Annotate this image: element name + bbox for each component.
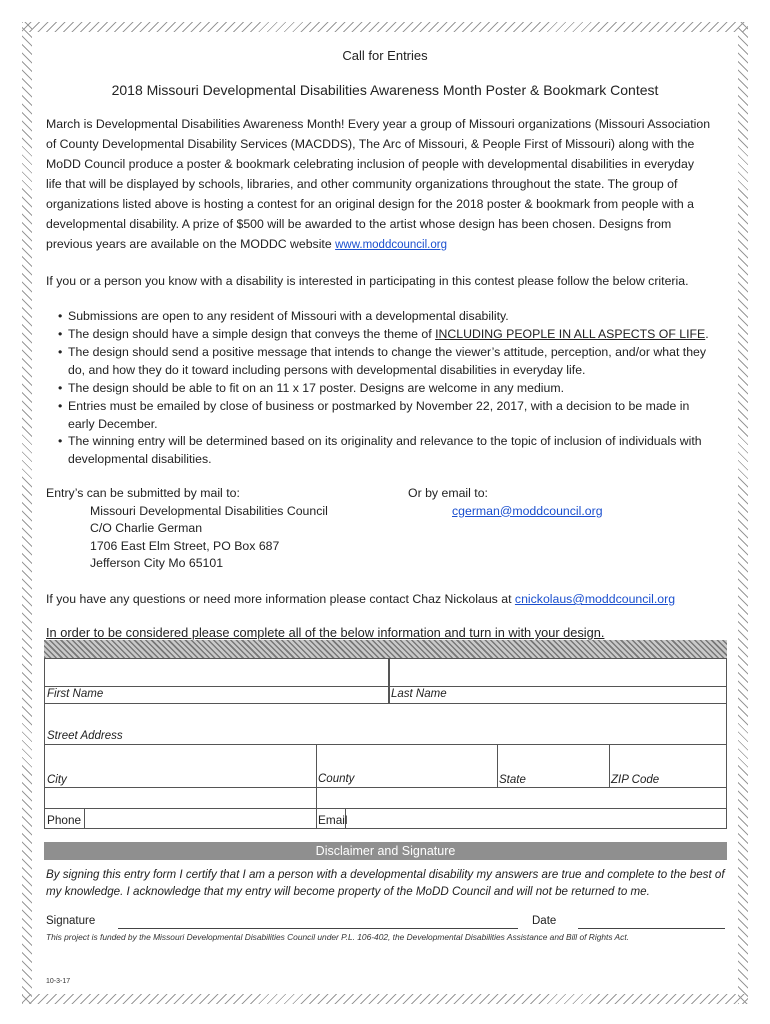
submission-email-link[interactable]: cgerman@moddcouncil.org [452,503,603,518]
first-name-label: First Name [47,688,104,700]
bullet-text: early December. [68,416,158,431]
name-row-divider [44,686,727,687]
state-label: State [499,774,526,786]
intro-line: life that will be displayed by schools, libraries, and other community organizations throughout the state. The group of [46,177,678,191]
bullet-dot: • [58,434,63,448]
contact-text: If you have any questions or need more information please contact Chaz Nickolaus at [46,592,515,606]
mail-heading: Entry’s can be submitted by mail to: [46,486,240,500]
bullet-dot: • [58,309,63,323]
bullet-text: , with a decision to be made in [523,399,690,413]
intro-last-text: previous years are available on the MODDC website [46,237,336,251]
zip-code-label: ZIP Code [611,774,660,786]
page-border-left [22,22,32,1004]
bullet-text: developmental disabilities. [68,451,212,466]
intro-line: developmental disability. A prize of $500 will be awarded to the artist whose design has been chosen. Designs from [46,217,672,231]
bullet-text: The design should send a positive message that intends to change the viewer’s attitude, perception, and/or what they [68,345,707,359]
page-border-right [738,22,748,1004]
bullet-item [58,380,730,398]
phone-label: Phone [47,813,82,827]
intro-paragraph [46,114,736,255]
contact-line [46,589,736,609]
street-address-field[interactable] [44,703,727,745]
mail-address-line: 1706 East Elm Street, PO Box 687 [90,538,280,553]
document-title: 2018 Missouri Developmental Disabilities Awareness Month Poster & Bookmark Contest [111,82,659,98]
mail-block [46,485,328,573]
bullet-item [58,326,730,344]
disclaimer-text [46,867,736,900]
bullet-item [58,433,730,468]
website-link[interactable]: www.moddcouncil.org [335,239,447,251]
mail-address-line: Missouri Developmental Disabilities Council [90,503,328,518]
city-label: City [47,774,67,786]
last-name-label: Last Name [391,688,447,700]
bullet-dot: • [58,345,63,359]
disclaimer-line: my knowledge. I acknowledge that my entry will become property of the MoDD Council and will not be returned to me. [46,884,650,898]
mail-address-line: Jefferson City Mo 65101 [90,556,224,570]
criteria-intro: If you or a person you know with a disability is interested in participating in this contest please follow the below criteria. [46,274,689,288]
signature-line[interactable] [118,928,518,929]
bullet-dot: • [58,381,63,395]
intro-line: of County Developmental Disability Services (MACDDS), The Arc of Missouri, & People First of Missouri) along with the [46,137,695,151]
bullet-text: The design should have a simple design that conveys the theme of [68,327,436,341]
email-label: Email [318,813,348,827]
bullet-item [58,344,730,379]
version-date: 10-3-17 [46,978,71,985]
form-instruction-text: In order to be considered please complete all of the below information and turn in with your design. [46,625,605,640]
bullet-text: Entries must be emailed by close of business or postmarked by [68,399,416,413]
bullet-dot: • [58,327,63,341]
email-input[interactable] [346,809,727,829]
bullet-text: . [705,327,709,341]
signature-label: Signature [46,915,96,927]
intro-line: organizations listed above is hosting a contest for an original design for the 2018 poster & bookmark from people with a [46,197,695,211]
phone-email-divider [316,787,317,829]
city-field[interactable] [44,744,317,788]
bullet-dot: • [58,399,63,413]
bullet-item [58,308,730,326]
intro-line-last [46,234,736,255]
phone-input[interactable] [85,809,316,829]
county-label: County [318,773,355,785]
form-header-band [44,640,727,658]
bullet-text: do, and how they do it toward including persons with developmental disabilities in everyday life. [68,362,586,377]
mail-address-line: C/O Charlie German [90,521,203,535]
disclaimer-line: By signing this entry form I certify that I am a person with a developmental disability my answers are true and complete to the best of [46,868,725,881]
intro-line: March is Developmental Disabilities Awareness Month! Every year a group of Missouri organizations (Missouri Association [46,117,711,131]
email-block [408,485,603,520]
street-address-label: Street Address [47,730,123,742]
intro-line: MoDD Council produce a poster & bookmark celebrating inclusion of people with developmental disabilities in everyday [46,157,694,171]
contact-email-link[interactable]: cnickolaus@moddcouncil.org [514,592,676,606]
funding-note: This project is funded by the Missouri Developmental Disabilities Council under P.L. 106-402, the Developmental Disabilities Assistance and Bill of Rights Act. [46,932,629,942]
deadline-date: November 22, 2017 [415,399,524,413]
page-border-top [22,22,748,32]
page-border-bottom [22,994,748,1004]
date-line[interactable] [578,928,725,929]
bullet-text: The winning entry will be determined based on its originality and relevance to the topic of inclusion of individuals with [68,434,702,448]
heading: Call for Entries [342,48,428,63]
bullet-item [58,398,730,433]
theme-emphasis: INCLUDING PEOPLE IN ALL ASPECTS OF LIFE [435,327,706,341]
bullet-text: The design should be able to fit on an 11 x 17 poster. Designs are welcome in any medium. [68,381,565,395]
bullet-text: Submissions are open to any resident of Missouri with a developmental disability. [68,309,509,323]
disclaimer-header: Disclaimer and Signature [44,842,727,860]
date-label: Date [532,915,557,927]
email-heading: Or by email to: [408,486,488,500]
